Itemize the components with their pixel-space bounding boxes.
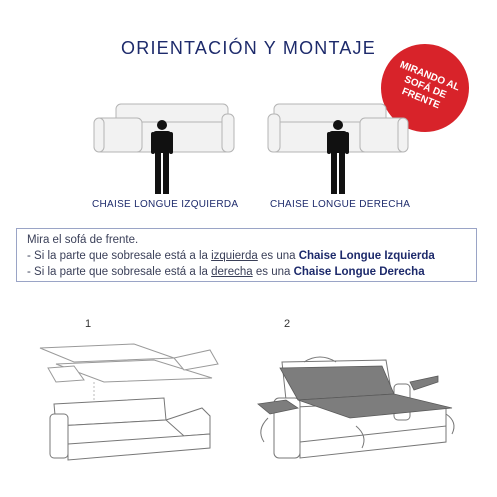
step-2-illustration (246, 338, 466, 468)
sofa-arm-right (398, 118, 408, 152)
badge-text: MIRANDO AL SOFÁ DE FRENTE (398, 59, 462, 112)
step-1-number: 1 (85, 318, 92, 330)
cover-chaise-panel (174, 350, 218, 370)
person-head (157, 120, 167, 130)
fold-arrow-right (446, 414, 454, 434)
step-1-illustration (34, 338, 224, 468)
right-caption: CHAISE LONGUE DERECHA (270, 199, 411, 210)
sofa-arm-left (94, 118, 104, 152)
right-chaise-illustration (262, 100, 412, 200)
person-body (153, 131, 171, 153)
sofa-arm-right (222, 114, 234, 152)
cover-chaise-arm (410, 376, 438, 390)
person-body (329, 131, 347, 153)
note-line-2: - Si la parte que sobresale está a la izquierda es una Chaise Longue Izquierda (27, 250, 435, 262)
cover-backrest-panel (40, 344, 174, 362)
left-caption: CHAISE LONGUE IZQUIERDA (92, 199, 239, 210)
left-chaise-illustration (90, 100, 240, 200)
fold-arrow-left (261, 418, 268, 442)
person-head (333, 120, 343, 130)
page-title: ORIENTACIÓN Y MONTAJE (121, 38, 376, 58)
note-line-1: Mira el sofá de frente. (27, 234, 139, 246)
sofa-arm-left (268, 114, 280, 152)
sofa-arm (50, 414, 68, 458)
note-line-3: - Si la parte que sobresale está a la derecha es una Chaise Longue Derecha (27, 266, 425, 278)
orientation-note (16, 228, 477, 282)
step-2-number: 2 (284, 318, 291, 330)
